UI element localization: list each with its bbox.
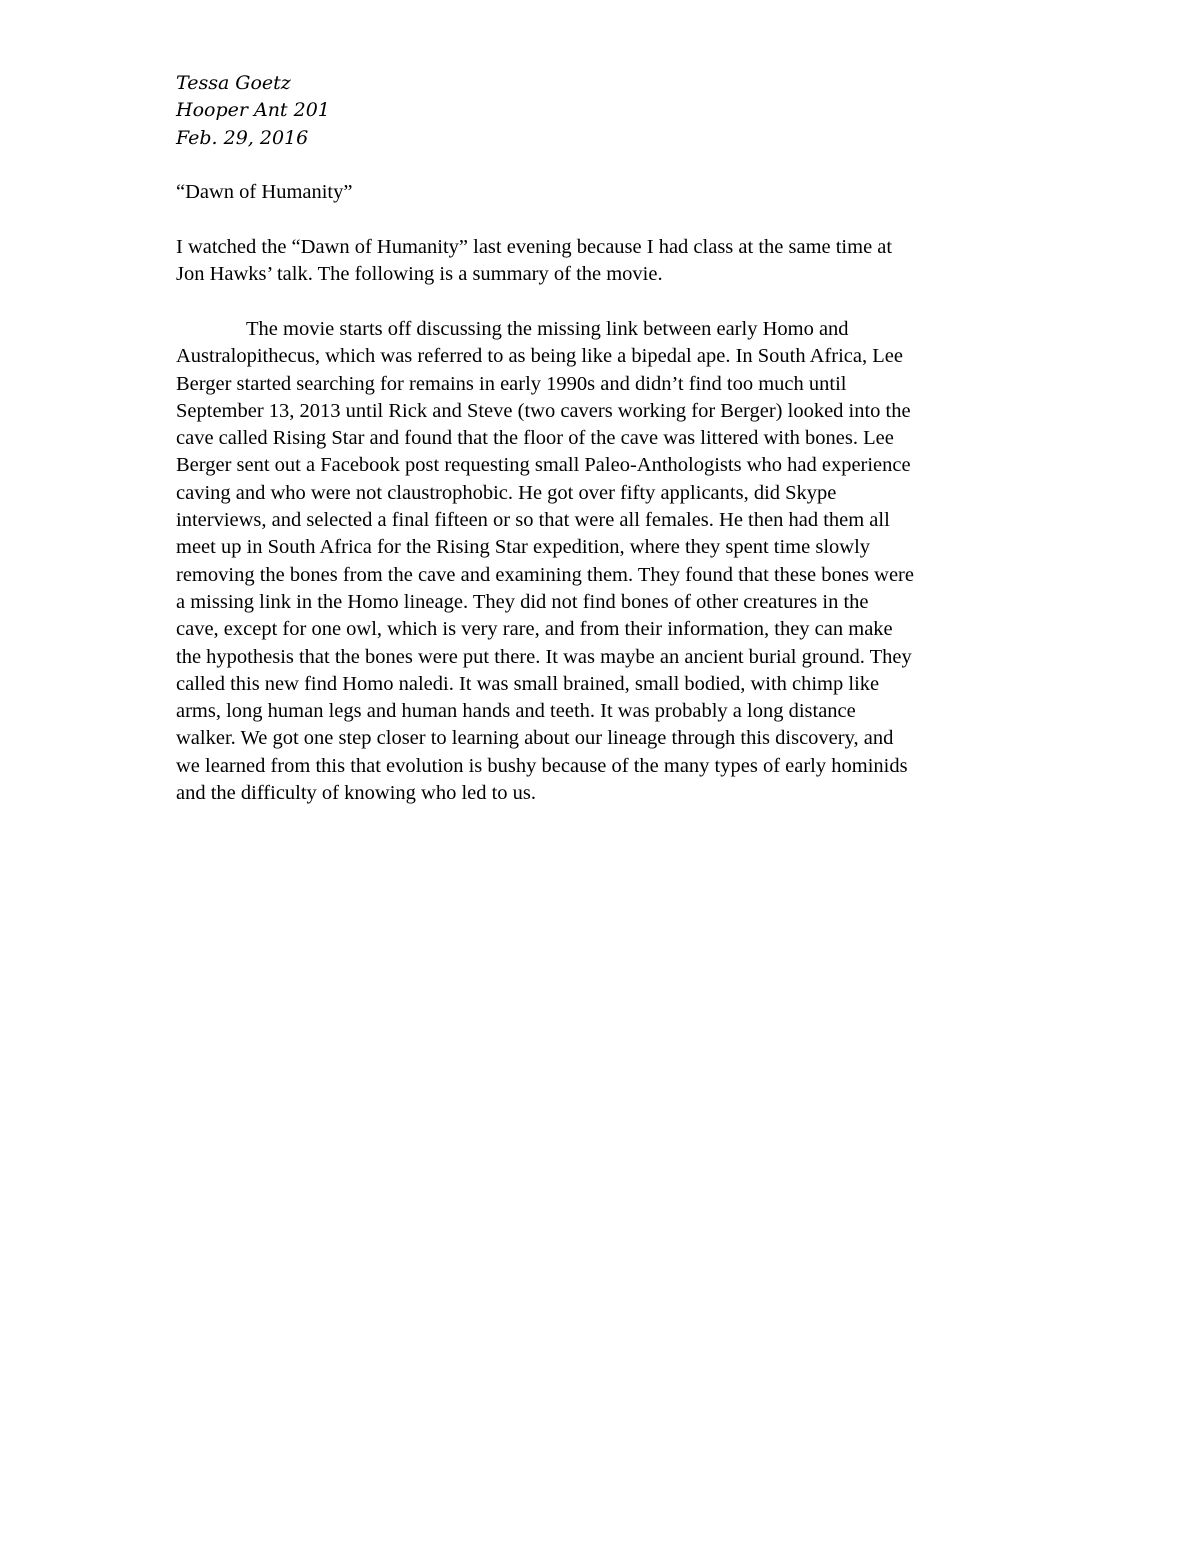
summary-line: meet up in South Africa for the Rising Star expedition, where they spent time slowly [176,536,871,559]
summary-line: The movie starts off discussing the missing link between early Homo and [246,318,849,340]
summary-line: we learned from this that evolution is bushy because of the many types of early hominids [176,754,908,777]
summary-line: Berger sent out a Facebook post requesting small Paleo-Anthologists who had experience [176,454,911,477]
summary-line: removing the bones from the cave and examining them. They found that these bones were [176,563,914,586]
summary-line: walker. We got one step closer to learning about our lineage through this discovery, and [176,727,894,750]
author-name: Tessa Goetz [176,72,291,94]
summary-line: Berger started searching for remains in early 1990s and didn’t find too much until [176,372,847,395]
intro-paragraph [176,234,1036,289]
summary-line: September 13, 2013 until Rick and Steve (two cavers working for Berger) looked into the [176,399,911,422]
intro-line: Jon Hawks’ talk. The following is a summary of the movie. [176,263,663,286]
summary-paragraph [176,316,1036,807]
summary-line: a missing link in the Homo lineage. They did not find bones of other creatures in the [176,590,869,613]
course-name: Hooper Ant 201 [176,99,330,122]
summary-line: the hypothesis that the bones were put there. It was maybe an ancient burial ground. They [176,645,912,668]
document-header [176,70,1036,152]
summary-line: interviews, and selected a final fifteen or so that were all females. He then had them all [176,509,890,532]
summary-line: arms, long human legs and human hands and teeth. It was probably a long distance [176,700,856,723]
document-date: Feb. 29, 2016 [176,126,309,149]
intro-line: I watched the “Dawn of Humanity” last evening because I had class at the same time at [176,236,893,258]
summary-line: cave called Rising Star and found that the floor of the cave was littered with bones. Lee [176,427,894,450]
document-title: “Dawn of Humanity” [176,181,353,203]
summary-line: Australopithecus, which was referred to as being like a bipedal ape. In South Africa, Lee [176,345,903,368]
summary-line: caving and who were not claustrophobic. He got over fifty applicants, did Skype [176,481,837,504]
summary-line: cave, except for one owl, which is very rare, and from their information, they can make [176,618,893,641]
summary-line: and the difficulty of knowing who led to us. [176,782,537,805]
summary-line: called this new find Homo naledi. It was small brained, small bodied, with chimp like [176,672,880,695]
